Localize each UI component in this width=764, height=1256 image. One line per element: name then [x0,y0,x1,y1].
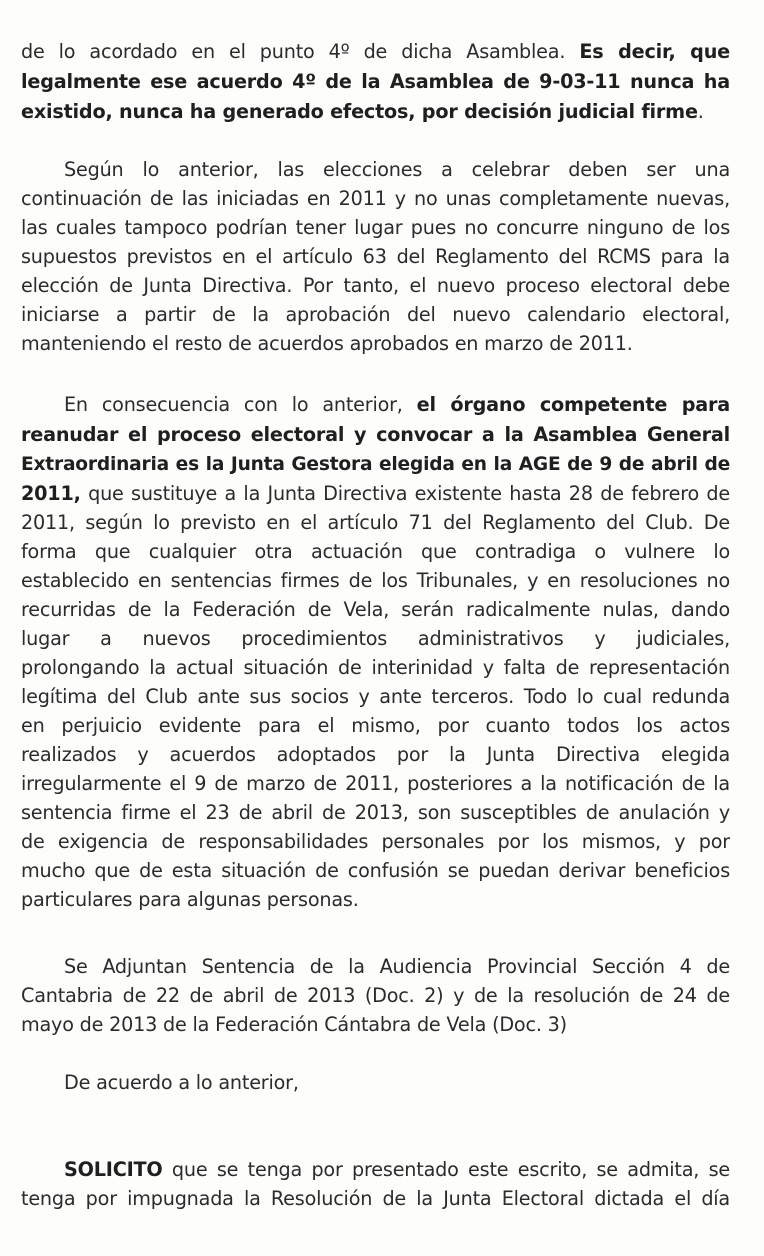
p1-text: . [697,100,704,123]
p3-line-11: legítima del Club ante sus socios y ante terceros. Todo lo cual redunda [21,685,730,708]
p3-line-5: 2011, según lo previsto en el artículo 71 del Reglamento del Club. De [21,511,730,534]
p3-bold-text: reanudar el proceso electoral y convocar a la Asamblea General [21,423,730,446]
p2-line-6: iniciarse a partir de la aprobación del nuevo calendario electoral, [21,303,730,326]
p6-line-1 [64,1155,730,1184]
p2-line-7: manteniendo el resto de acuerdos aprobados en marzo de 2011. [21,332,633,355]
p3-line-13: realizados y acuerdos adoptados por la Junta Directiva elegida [21,743,730,766]
p3-line-16: de exigencia de responsabilidades personales por los mismos, y por [21,830,730,853]
p6-line-2: tenga por impugnada la Resolución de la Junta Electoral dictada el día [21,1187,730,1210]
p3-bold-text: el órgano competente para [416,393,730,416]
p5-line-1: De acuerdo a lo anterior, [64,1071,299,1094]
p3-bold-text: 2011, [21,482,81,505]
p3-line-8: recurridas de la Federación de Vela, serán radicalmente nulas, dando [21,598,730,621]
p3-line-4 [21,479,730,508]
p3-line-7: establecido en sentencias firmes de los Tribunales, y en resoluciones no [21,569,730,592]
p2-line-2: continuación de las iniciadas en 2011 y no unas completamente nuevas, [21,187,730,210]
p3-line-18: particulares para algunas personas. [21,888,359,911]
p3-line-6: forma que cualquier otra actuación que contradiga o vulnere lo [21,540,730,563]
p1-bold-text: existido, nunca ha generado efectos, por decisión judicial firme [21,100,698,123]
p4-line-2: Cantabria de 22 de abril de 2013 (Doc. 2) y de la resolución de 24 de [21,984,730,1007]
p3-line-3 [21,450,730,479]
p3-text: En consecuencia con lo anterior, [64,393,417,416]
p6-text: que se tenga por presentado este escrito, se admita, se [162,1158,730,1181]
p2-line-5: elección de Junta Directiva. Por tanto, el nuevo proceso electoral debe [21,274,730,297]
p1-bold-text: legalmente ese acuerdo 4º de la Asamblea de 9-03-11 nunca ha [21,70,730,93]
p3-line-10: prolongando la actual situación de interinidad y falta de representación [21,656,730,679]
p3-line-2 [21,420,730,449]
p3-bold-text: Extraordinaria es la Junta Gestora elegida en la AGE de 9 de abril de [21,454,730,475]
p2-line-1: Según lo anterior, las elecciones a celebrar deben ser una [64,158,730,181]
p3-line-17: mucho que de esta situación de confusión se puedan derivar beneficios [21,859,730,882]
p3-text: que sustituye a la Junta Directiva existente hasta 28 de febrero de [80,482,730,505]
p4-line-3: mayo de 2013 de la Federación Cántabra de Vela (Doc. 3) [21,1013,567,1036]
p4-line-1: Se Adjuntan Sentencia de la Audiencia Provincial Sección 4 de [64,955,730,978]
p3-line-15: sentencia firme el 23 de abril de 2013, son susceptibles de anulación y [21,801,730,824]
p2-line-4: supuestos previstos en el artículo 63 del Reglamento del RCMS para la [21,245,730,268]
p3-line-1 [64,390,730,419]
p1-text: de lo acordado en el punto 4º de dicha Asamblea. [21,40,580,63]
p1-line-2 [21,67,730,96]
p2-line-3: las cuales tampoco podrían tener lugar pues no concurre ninguno de los [21,216,730,239]
p1-bold-text: Es decir, que [579,40,730,63]
solicito-bold-text: SOLICITO [64,1158,163,1181]
p3-line-14: irregularmente el 9 de marzo de 2011, posteriores a la notificación de la [21,772,730,795]
p1-line-1 [21,37,730,66]
p3-line-12: en perjuicio evidente para el mismo, por cuanto todos los actos [21,714,730,737]
p3-line-9: lugar a nuevos procedimientos administrativos y judiciales, [21,627,730,650]
p1-line-3 [21,97,730,126]
